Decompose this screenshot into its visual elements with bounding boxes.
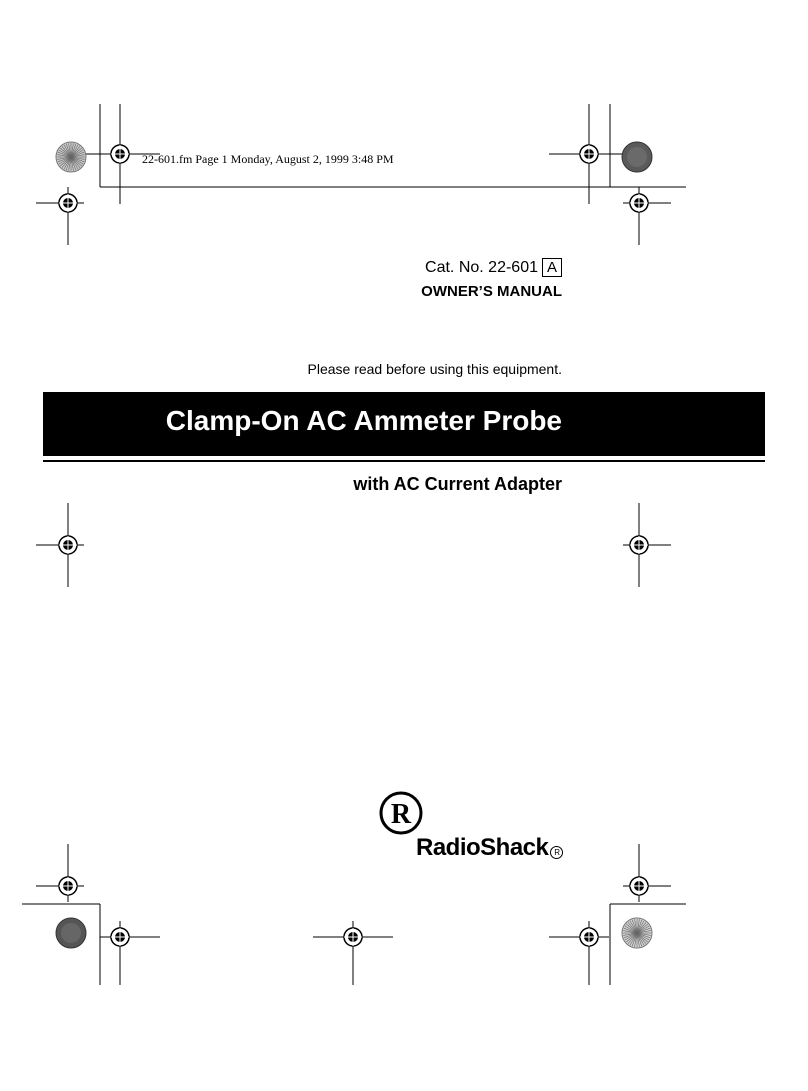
read-notice: Please read before using this equipment. bbox=[307, 361, 562, 377]
calibration-dial-top-left bbox=[56, 142, 86, 172]
title-bar bbox=[43, 392, 765, 456]
manual-type: OWNER’S MANUAL bbox=[421, 283, 562, 300]
revision-box: A bbox=[542, 258, 562, 277]
title-underline bbox=[43, 460, 765, 462]
file-stamp: 22-601.fm Page 1 Monday, August 2, 1999 3:48 PM bbox=[142, 152, 394, 166]
document-subtitle: with AC Current Adapter bbox=[353, 474, 562, 494]
calibration-dial-bottom-right bbox=[622, 918, 652, 948]
document-title: Clamp-On AC Ammeter Probe bbox=[165, 405, 562, 436]
registration-target-bottom-right-outer bbox=[623, 844, 671, 902]
logo-letter: R bbox=[390, 799, 412, 830]
catalog-number-line bbox=[425, 258, 562, 277]
brand-wordmark bbox=[416, 834, 563, 862]
radioshack-logo-mark bbox=[381, 793, 421, 833]
registration-target-mid-left bbox=[36, 503, 84, 587]
registration-target-bottom-left-outer bbox=[36, 844, 84, 902]
calibration-dial-top-right bbox=[622, 142, 652, 172]
catalog-number: Cat. No. 22-601 bbox=[425, 258, 538, 276]
registration-target-top-right-inner bbox=[549, 104, 629, 204]
registration-target-bottom-right-inner bbox=[549, 921, 609, 985]
registration-target-top-right-outer bbox=[623, 187, 671, 245]
registration-target-bottom-center bbox=[313, 921, 393, 985]
registered-mark: R bbox=[550, 846, 563, 859]
calibration-dial-bottom-left bbox=[56, 918, 86, 948]
registration-target-bottom-left-inner bbox=[100, 921, 160, 985]
brand-name: RadioShack bbox=[416, 834, 549, 861]
registration-target-top-left-outer bbox=[36, 187, 84, 245]
registration-target-mid-right bbox=[623, 503, 671, 587]
